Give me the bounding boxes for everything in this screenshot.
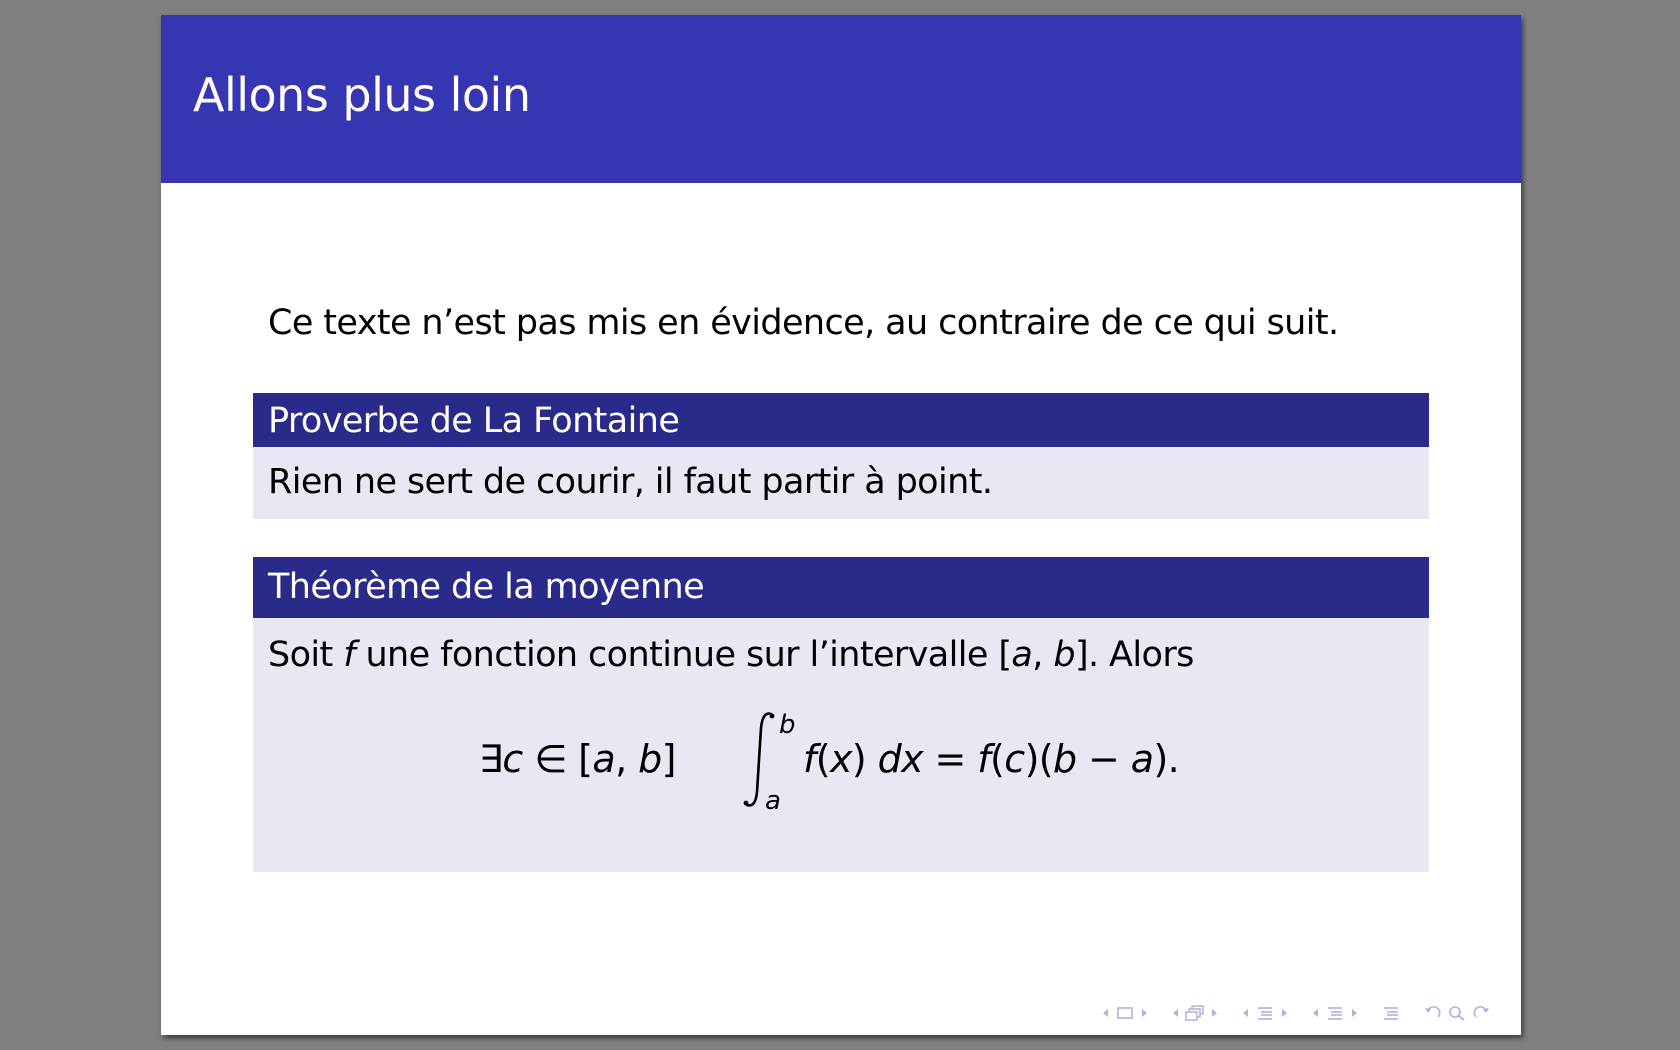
beamer-navigation-bar: [1081, 1001, 1493, 1025]
nav-right-arrow-icon[interactable]: [1277, 1003, 1291, 1023]
nav-presentation-group[interactable]: [1309, 1003, 1361, 1023]
integral-upper-limit: b: [779, 710, 795, 740]
proverb-block-body: Rien ne sert de courir, il faut partir à point.: [253, 447, 1429, 519]
math-c: c: [502, 737, 523, 781]
math-c: c: [1004, 737, 1025, 781]
math-f: f: [343, 635, 355, 675]
math-b: b: [638, 737, 662, 781]
comma: ,: [615, 737, 639, 781]
in-symbol: ∈ [: [522, 737, 593, 781]
math-b: b: [1053, 635, 1075, 675]
subsection-nav-icon[interactable]: [1183, 1003, 1207, 1023]
nav-left-arrow-icon[interactable]: [1239, 1003, 1253, 1023]
integral-equation: [743, 710, 1243, 830]
slide-content: [161, 183, 1521, 1035]
paren: (: [815, 737, 831, 781]
bracket: ]: [661, 737, 676, 781]
statement-text: une fonction continue sur l’intervalle [: [354, 635, 1012, 675]
nav-search-group[interactable]: [1421, 1003, 1493, 1023]
exists-clause: [479, 734, 676, 784]
nav-subsection-group[interactable]: [1169, 1003, 1221, 1023]
equals-sign: =: [923, 737, 978, 781]
statement-text: ,: [1032, 635, 1054, 675]
nav-right-arrow-icon[interactable]: [1137, 1003, 1151, 1023]
math-dx: dx: [877, 737, 924, 781]
frame-title: Allons plus loin: [193, 68, 531, 122]
exists-symbol: ∃: [479, 737, 503, 781]
search-forward-icon[interactable]: [1469, 1003, 1493, 1023]
intro-text: Ce texte n’est pas mis en évidence, au contraire de ce qui suit.: [268, 303, 1339, 343]
proverb-block-title: Proverbe de La Fontaine: [253, 393, 1429, 447]
theorem-statement: [268, 632, 1194, 678]
math-a: a: [1130, 737, 1154, 781]
math-a: a: [592, 737, 616, 781]
search-icon[interactable]: [1445, 1003, 1469, 1023]
proverb-block: [253, 393, 1429, 519]
appendix-icon[interactable]: [1379, 1003, 1403, 1023]
theorem-block-title: Théorème de la moyenne: [253, 557, 1429, 618]
nav-right-arrow-icon[interactable]: [1347, 1003, 1361, 1023]
nav-appendix-group[interactable]: [1379, 1003, 1403, 1023]
statement-text: ]. Alors: [1074, 635, 1194, 675]
theorem-block: [253, 557, 1429, 872]
presentation-nav-icon[interactable]: [1323, 1003, 1347, 1023]
paren: ).: [1153, 737, 1180, 781]
minus-sign: −: [1076, 737, 1131, 781]
slide: [161, 15, 1521, 1035]
math-a: a: [1011, 635, 1033, 675]
display-formula: [253, 710, 1429, 830]
paren: (: [990, 737, 1005, 781]
nav-section-group[interactable]: [1239, 1003, 1291, 1023]
nav-right-arrow-icon[interactable]: [1207, 1003, 1221, 1023]
nav-left-arrow-icon[interactable]: [1169, 1003, 1183, 1023]
integral-lower-limit: a: [765, 786, 781, 816]
nav-left-arrow-icon[interactable]: [1309, 1003, 1323, 1023]
frame-title-bar: [161, 15, 1521, 183]
section-nav-icon[interactable]: [1253, 1003, 1277, 1023]
paren: )(: [1024, 737, 1054, 781]
integrand-expression: [803, 734, 1179, 784]
math-f: f: [977, 737, 991, 781]
paren: ): [851, 737, 878, 781]
search-back-icon[interactable]: [1421, 1003, 1445, 1023]
nav-left-arrow-icon[interactable]: [1099, 1003, 1113, 1023]
math-f: f: [803, 737, 816, 781]
math-x: x: [830, 737, 852, 781]
frame-nav-icon[interactable]: [1113, 1003, 1137, 1023]
math-b: b: [1053, 737, 1077, 781]
theorem-block-body: [253, 618, 1429, 872]
nav-frame-group[interactable]: [1099, 1003, 1151, 1023]
statement-text: Soit: [268, 635, 344, 675]
